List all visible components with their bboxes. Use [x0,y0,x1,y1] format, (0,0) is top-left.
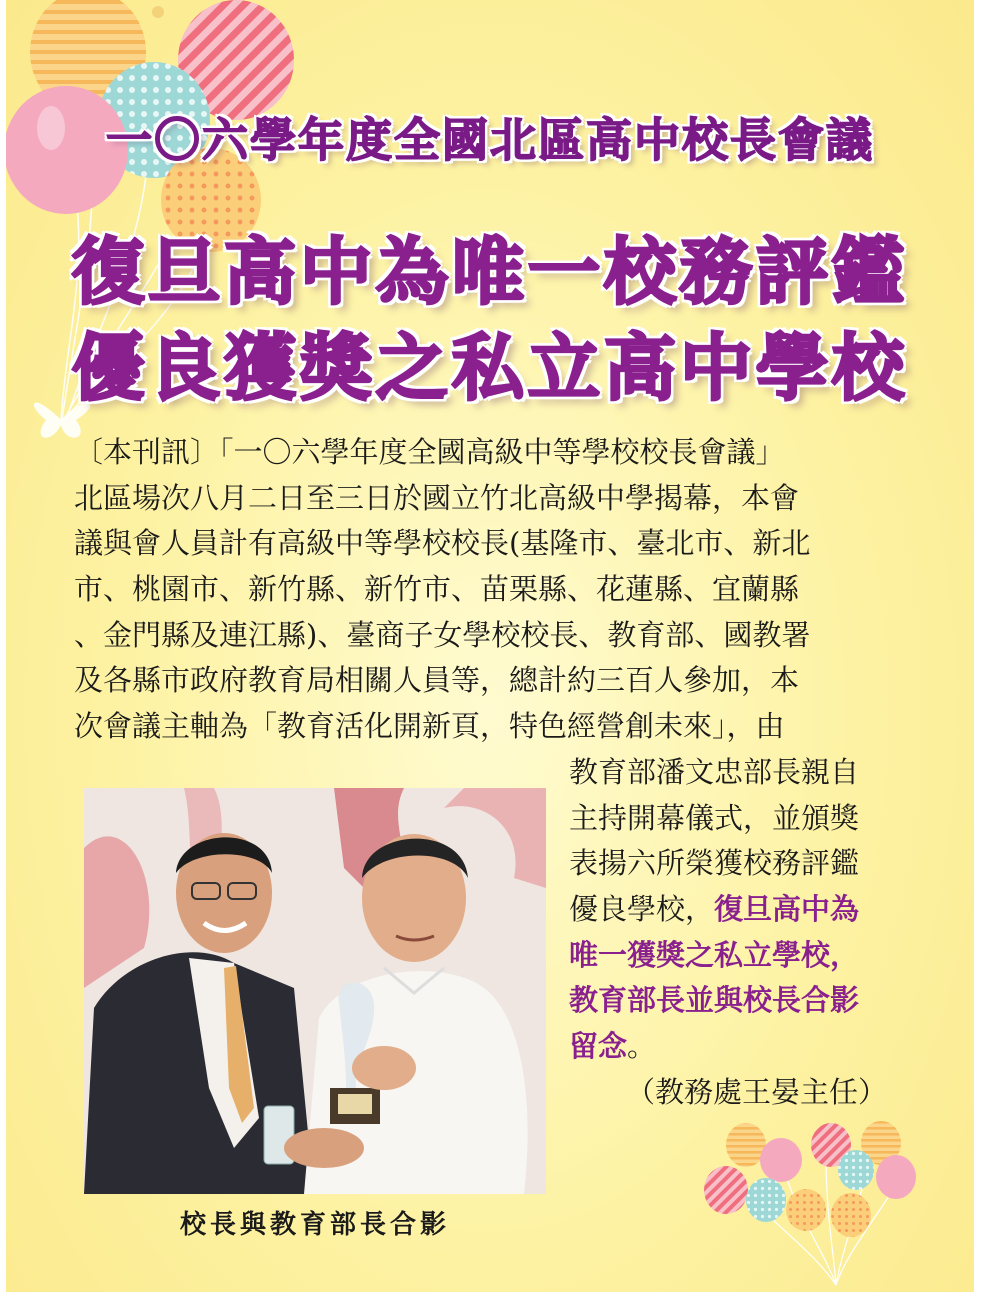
article-text: 。 [627,1029,657,1064]
event-subtitle: 一〇六學年度全國北區高中校長會議 [106,113,874,167]
highlighted-text: 留念 [569,1029,628,1064]
article-line [569,1024,929,1070]
highlighted-text: 唯一獲獎之私立學校， [569,937,860,972]
article-text: 優良學校， [569,892,715,927]
article-main-paragraph [74,430,934,750]
article-line [569,887,929,933]
highlighted-text: 復旦高中為 [714,892,860,927]
article-line: 及各縣市政府教育局相關人員等，總計約三百人參加，本 [74,663,800,698]
article-line: 〔本刊訊〕「一〇六學年度全國高級中等學校校長會議」 [74,435,785,469]
article-side-paragraph [569,750,929,1070]
award-photo-illustration [84,788,546,1194]
article-line: 次會議主軸為「教育活化開新頁，特色經營創未來」，由 [74,709,785,744]
article-line: 北區場次八月二日至三日於國立竹北高級中學揭幕，本會 [74,480,800,515]
headline-line-1: 復旦高中為唯一校務評鑑 [71,230,908,314]
article-line: 市、桃園市、新竹縣、新竹市、苗栗縣、花蓮縣、宜蘭縣 [74,572,800,607]
balloons-decoration-bottom-right [696,1115,926,1290]
photo-caption: 校長與教育部長合影 [179,1210,450,1240]
poster [6,0,974,1292]
article-line: 主持開幕儀式，並頒獎 [569,800,860,835]
article-line: 表揚六所榮獲校務評鑑 [569,846,860,881]
author-credit: （教務處王晏主任） [626,1075,888,1109]
confetti [152,6,164,18]
article-line: 、金門縣及連江縣)、臺商子女學校校長、教育部、國教署 [74,617,811,652]
article-line: 教育部潘文忠部長親自 [569,755,860,789]
highlighted-text: 教育部長並與校長合影 [569,983,860,1018]
article-line: 議與會人員計有高級中等學校校長(基隆市、臺北市、新北 [74,526,811,561]
award-photo [84,788,546,1194]
headline-line-2: 優良獲獎之私立高中學校 [71,326,908,410]
